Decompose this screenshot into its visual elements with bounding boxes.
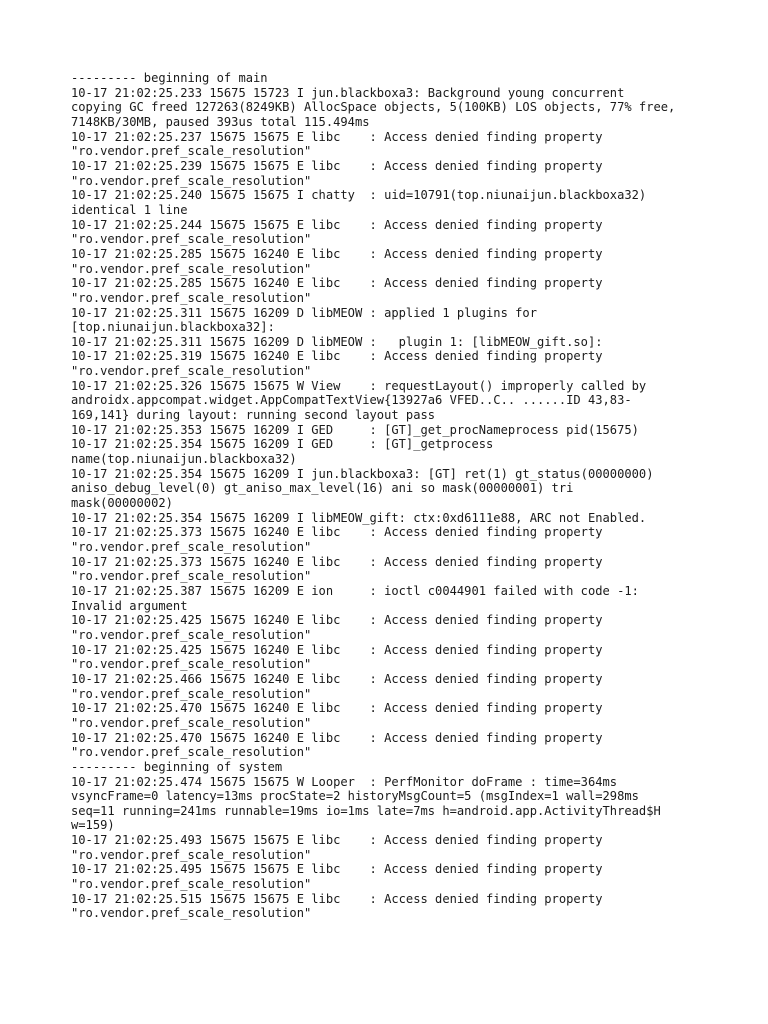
log-line: "ro.vendor.pref_scale_resolution" [71,261,312,276]
log-line: 10-17 21:02:25.237 15675 15675 E libc : Access denied finding property [71,129,603,144]
log-line: [top.niunaijun.blackboxa32]: [71,320,275,335]
log-line: 10-17 21:02:25.354 15675 16209 I libMEOW_gift: ctx:0xd6111e88, ARC not Enabled. [71,510,647,525]
log-line: androidx.appcompat.widget.AppCompatTextView{13927a6 VFED..C.. ......ID 43,83- [71,393,632,408]
log-line: 10-17 21:02:25.319 15675 16240 E libc : Access denied finding property [71,349,603,364]
log-line: 10-17 21:02:25.387 15675 16209 E ion : ioctl c0044901 failed with code -1: [71,583,639,598]
log-line: 7148KB/30MB, paused 393us total 115.494ms [71,114,370,129]
log-line: "ro.vendor.pref_scale_resolution" [71,906,312,921]
log-line: "ro.vendor.pref_scale_resolution" [71,232,312,247]
log-line: 10-17 21:02:25.311 15675 16209 D libMEOW : plugin 1: [libMEOW_gift.so]: [71,334,603,349]
log-line: 10-17 21:02:25.495 15675 15675 E libc : Access denied finding property [71,862,603,877]
log-line: "ro.vendor.pref_scale_resolution" [71,540,312,554]
log-line: copying GC freed 127263(8249KB) AllocSpace objects, 5(100KB) LOS objects, 77% free, [71,100,676,115]
log-line: "ro.vendor.pref_scale_resolution" [71,847,312,862]
log-line: "ro.vendor.pref_scale_resolution" [71,877,312,892]
log-line: "ro.vendor.pref_scale_resolution" [71,627,312,642]
log-line: 10-17 21:02:25.425 15675 16240 E libc : Access denied finding property [71,642,603,657]
log-line: 10-17 21:02:25.353 15675 16209 I GED : [GT]_get_procNameprocess pid(15675) [71,422,639,437]
log-line: "ro.vendor.pref_scale_resolution" [71,364,312,379]
log-line: 10-17 21:02:25.233 15675 15723 I jun.blackboxa3: Background young concurrent [71,85,625,100]
log-line: 10-17 21:02:25.285 15675 16240 E libc : Access denied finding property [71,276,603,291]
log-line: 10-17 21:02:25.373 15675 16240 E libc : Access denied finding property [71,554,603,569]
log-line: "ro.vendor.pref_scale_resolution" [71,657,312,672]
log-line: 169,141} during layout: running second layout pass [71,408,436,423]
log-line: 10-17 21:02:25.470 15675 16240 E libc : Access denied finding property [71,730,603,745]
log-line: "ro.vendor.pref_scale_resolution" [71,569,312,584]
log-line: 10-17 21:02:25.373 15675 16240 E libc : Access denied finding property [71,525,603,540]
log-line: mask(00000002) [71,496,173,511]
log-line: --------- beginning of system [71,759,283,774]
log-line: 10-17 21:02:25.493 15675 15675 E libc : Access denied finding property [71,833,603,848]
log-line: 10-17 21:02:25.285 15675 16240 E libc : Access denied finding property [71,246,603,261]
log-line: 10-17 21:02:25.326 15675 15675 W View : requestLayout() improperly called by [71,378,647,393]
log-line: aniso_debug_level(0) gt_aniso_max_level(16) ani so mask(00000001) tri [71,481,574,496]
log-line: "ro.vendor.pref_scale_resolution" [71,173,312,188]
log-line: "ro.vendor.pref_scale_resolution" [71,290,312,305]
log-output [71,71,711,921]
log-line: "ro.vendor.pref_scale_resolution" [71,715,312,730]
log-line: 10-17 21:02:25.239 15675 15675 E libc : Access denied finding property [71,158,603,173]
log-line: 10-17 21:02:25.354 15675 16209 I GED : [GT]_getprocess [71,437,494,452]
log-line: w=159) [71,818,115,833]
log-line: Invalid argument [71,598,188,613]
log-line: vsyncFrame=0 latency=13ms procState=2 historyMsgCount=5 (msgIndex=1 wall=298ms [71,789,639,804]
log-line: --------- beginning of main [71,71,268,85]
log-line: 10-17 21:02:25.354 15675 16209 I jun.blackboxa3: [GT] ret(1) gt_status(00000000) [71,466,654,481]
log-line: "ro.vendor.pref_scale_resolution" [71,686,312,701]
log-line: 10-17 21:02:25.515 15675 15675 E libc : Access denied finding property [71,891,603,906]
log-line: name(top.niunaijun.blackboxa32) [71,452,297,467]
log-line: 10-17 21:02:25.474 15675 15675 W Looper : PerfMonitor doFrame : time=364ms [71,774,618,789]
log-line: 10-17 21:02:25.425 15675 16240 E libc : Access denied finding property [71,613,603,628]
log-line: identical 1 line [71,202,188,217]
log-line: 10-17 21:02:25.240 15675 15675 I chatty : uid=10791(top.niunaijun.blackboxa32) [71,188,647,203]
log-line: seq=11 running=241ms runnable=19ms io=1ms late=7ms h=android.app.ActivityThread$H [71,803,661,818]
log-line: 10-17 21:02:25.466 15675 16240 E libc : Access denied finding property [71,671,603,686]
log-line: 10-17 21:02:25.311 15675 16209 D libMEOW : applied 1 plugins for [71,305,537,320]
log-line: 10-17 21:02:25.470 15675 16240 E libc : Access denied finding property [71,701,603,716]
log-line: "ro.vendor.pref_scale_resolution" [71,745,312,760]
log-line: "ro.vendor.pref_scale_resolution" [71,144,312,159]
log-line: 10-17 21:02:25.244 15675 15675 E libc : Access denied finding property [71,217,603,232]
